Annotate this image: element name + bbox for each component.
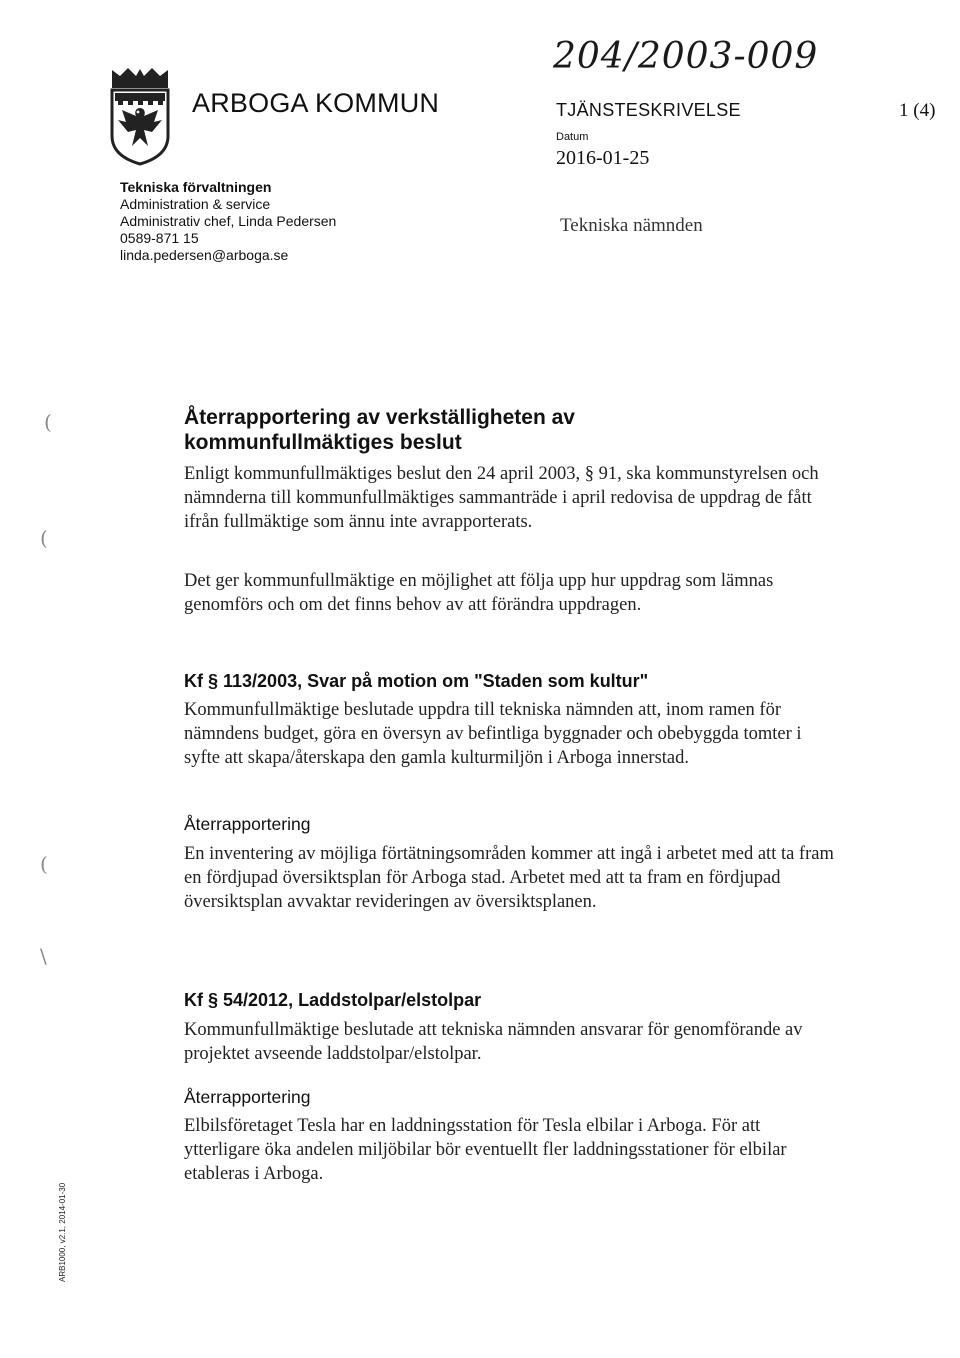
sender-contact: Administrativ chef, Linda Pedersen [120,213,337,229]
section-decision: Kommunfullmäktige beslutade att tekniska nämnden ansvarar för genomförande av projektet avseende laddstolpar/elstolpar. [184,1020,803,1064]
organization-name: ARBOGA KOMMUN [192,88,440,118]
section-report: En inventering av möjliga förtätningsområden kommer att ingå i arbetet med att ta fram en fördjupad översiktsplan för Arboga stad. Arbetet med att ta fram en fördjupad översiktsplan avvaktar revideringen av översiktsplanen. [184,844,834,912]
intro-paragraph: Det ger kommunfullmäktige en möjlighet att följa upp hur uppdrag som lämnas genomförs och om det finns behov av att förändra uppdragen. [184,571,774,615]
sender-unit: Administration & service [120,196,271,212]
report-heading: Återrapportering [184,814,311,834]
margin-mark: ( [44,410,52,434]
main-heading: Återrapportering av verkställigheten av kommunfullmäktiges beslut [184,406,575,454]
sender-phone: 0589-871 15 [120,230,199,246]
coat-of-arms-icon [108,66,172,166]
date-value: 2016-01-25 [556,147,650,169]
margin-mark: ( [40,526,48,550]
page-number: 1 (4) [899,100,936,121]
date-label: Datum [556,131,589,143]
sender-email: linda.pedersen@arboga.se [120,247,289,263]
margin-mark: ( [40,852,48,876]
document-type: TJÄNSTESKRIVELSE [556,100,741,120]
sender-block [120,179,336,264]
margin-mark: \ [40,944,47,968]
handwritten-case-number: 204/2003-009 [553,36,819,77]
report-heading: Återrapportering [184,1087,311,1107]
sender-department: Tekniska förvaltningen [120,179,272,195]
intro-paragraph: Enligt kommunfullmäktiges beslut den 24 april 2003, § 91, ska kommunstyrelsen och nämnderna till kommunfullmäktiges sammanträde i april redovisa de uppdrag de fått ifrån fullmäktige som ännu inte avrapporterats. [184,464,819,532]
section-heading: Kf § 54/2012, Laddstolpar/elstolpar [184,990,482,1010]
section-decision: Kommunfullmäktige beslutade uppdra till tekniska nämnden att, inom ramen för nämndens budget, göra en översyn av befintliga byggnader och obebyggda tomter i syfte att skapa/återskapa den gamla kulturmiljön i Arboga innerstad. [184,700,802,768]
recipient: Tekniska nämnden [560,215,703,236]
section-report: Elbilsföretaget Tesla har en laddningsstation för Tesla elbilar i Arboga. För att ytterligare öka andelen miljöbilar bör eventuellt fler laddningsstationer för elbilar etableras i Arboga. [184,1116,787,1184]
form-code: ARB1000, v2.1, 2014-01-30 [58,1182,67,1282]
section-heading: Kf § 113/2003, Svar på motion om "Staden som kultur" [184,671,649,691]
